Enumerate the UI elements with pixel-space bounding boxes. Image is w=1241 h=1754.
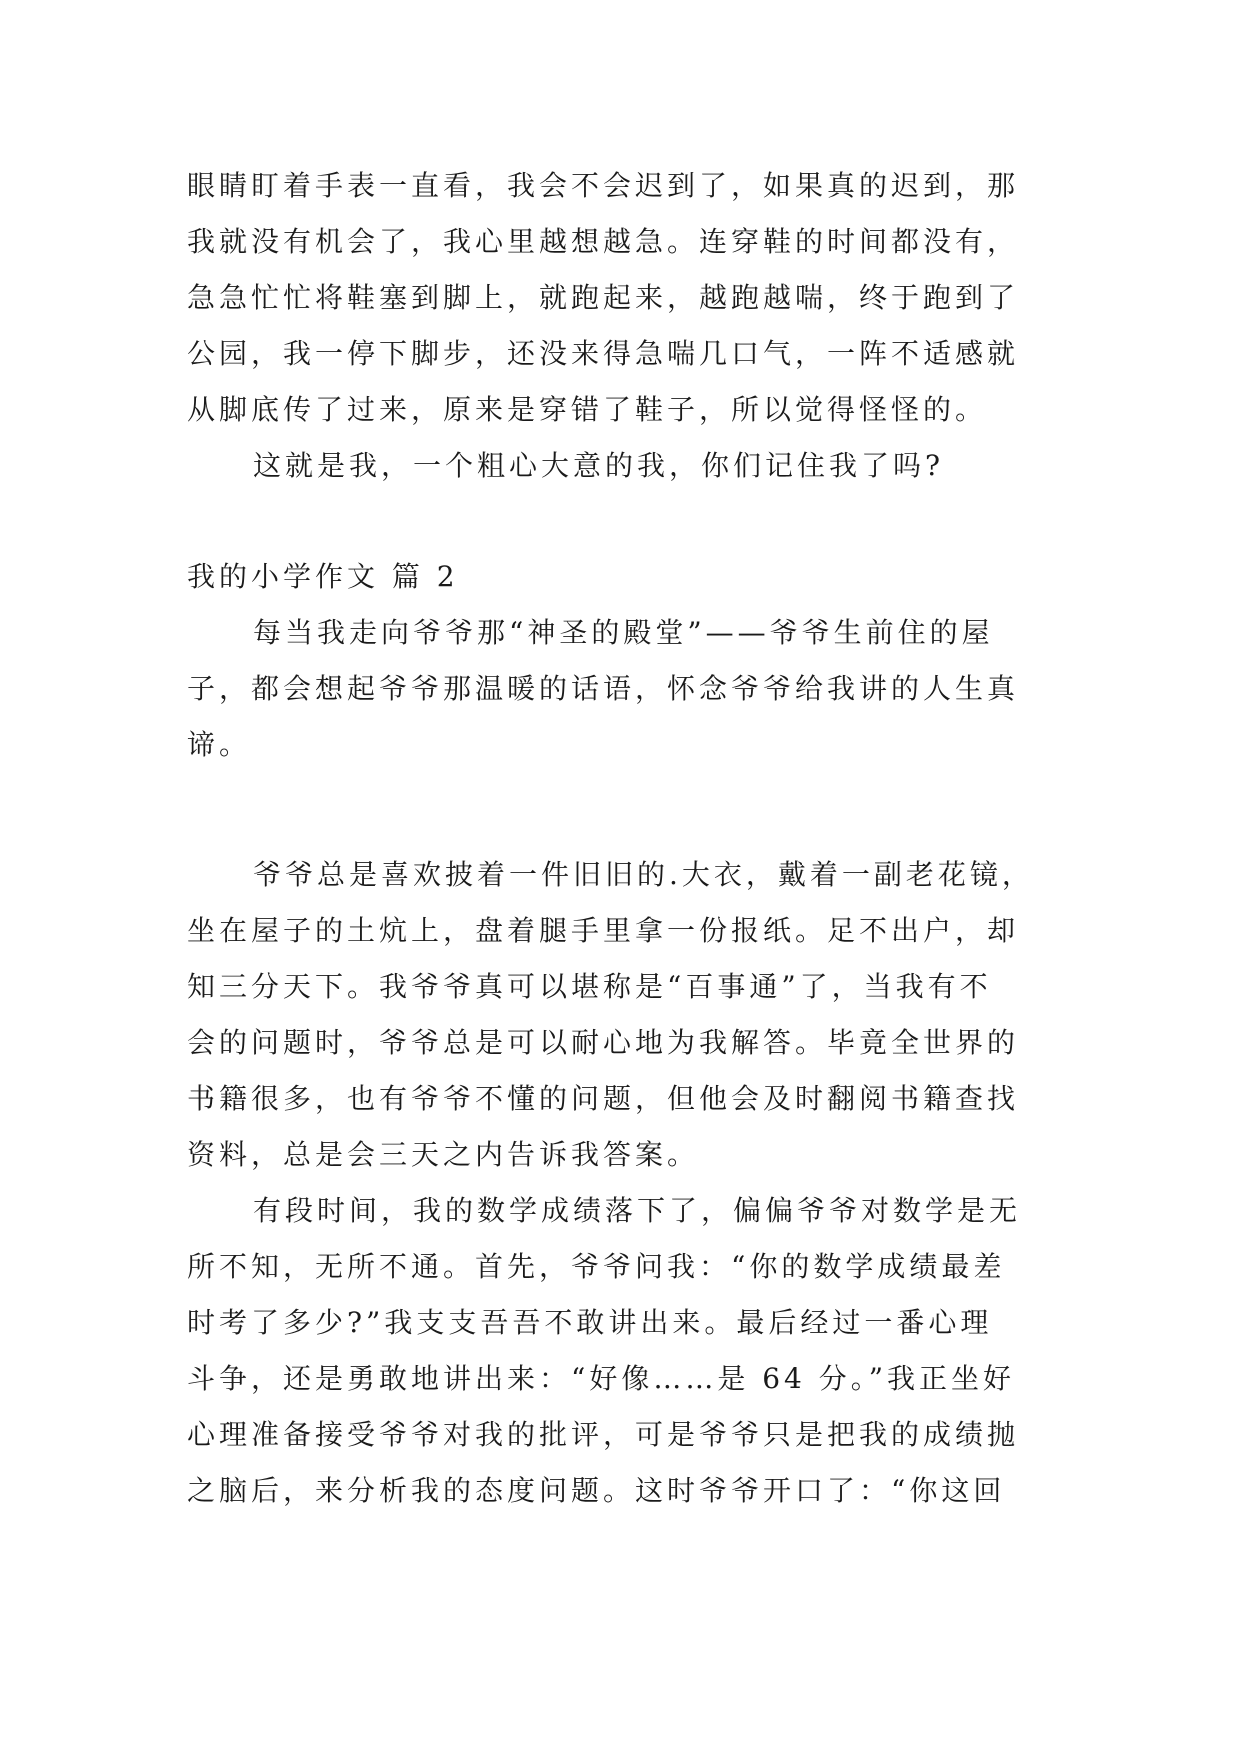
text-line: 心理准备接受爷爷对我的批评，可是爷爷只是把我的成绩抛 (187, 1418, 1020, 1451)
text-line: 眼睛盯着手表一直看，我会不会迟到了，如果真的迟到，那 (187, 169, 1020, 202)
text-line: 所不知，无所不通。首先，爷爷问我：“你的数学成绩最差 (187, 1250, 1006, 1283)
closing-line: 这就是我，一个粗心大意的我，你们记住我了吗? (253, 449, 945, 482)
text-line: 时考了多少?”我支支吾吾不敢讲出来。最后经过一番心理 (187, 1306, 993, 1339)
section-title: 我的小学作文 篇 2 (187, 560, 459, 593)
text-line: 有段时间，我的数学成绩落下了，偏偏爷爷对数学是无 (253, 1194, 1022, 1227)
text-line: 急急忙忙将鞋塞到脚上，就跑起来，越跑越喘，终于跑到了 (187, 281, 1020, 314)
text-line: 爷爷总是喜欢披着一件旧旧的.大衣，戴着一副老花镜， (253, 858, 1034, 891)
text-line: 公园，我一停下脚步，还没来得急喘几口气，一阵不适感就 (187, 337, 1020, 370)
text-line: 谛。 (187, 728, 252, 761)
text-line: 之脑后，来分析我的态度问题。这时爷爷开口了：“你这回 (187, 1474, 1006, 1507)
text-line: 我就没有机会了，我心里越想越急。连穿鞋的时间都没有， (187, 225, 1020, 258)
text-line: 子，都会想起爷爷那温暖的话语，怀念爷爷给我讲的人生真 (187, 672, 1020, 705)
text-line: 每当我走向爷爷那“神圣的殿堂”——爷爷生前住的屋 (253, 616, 994, 649)
text-line: 知三分天下。我爷爷真可以堪称是“百事通”了，当我有不 (187, 970, 992, 1003)
text-line: 坐在屋子的土炕上，盘着腿手里拿一份报纸。足不出户，却 (187, 914, 1020, 947)
text-line: 斗争，还是勇敢地讲出来：“好像……是 64 分。”我正坐好 (187, 1362, 1016, 1395)
text-line: 资料，总是会三天之内告诉我答案。 (187, 1138, 700, 1171)
text-line: 会的问题时，爷爷总是可以耐心地为我解答。毕竟全世界的 (187, 1026, 1020, 1059)
text-line: 从脚底传了过来，原来是穿错了鞋子，所以觉得怪怪的。 (187, 393, 988, 426)
text-line: 书籍很多，也有爷爷不懂的问题，但他会及时翻阅书籍查找 (187, 1082, 1020, 1115)
